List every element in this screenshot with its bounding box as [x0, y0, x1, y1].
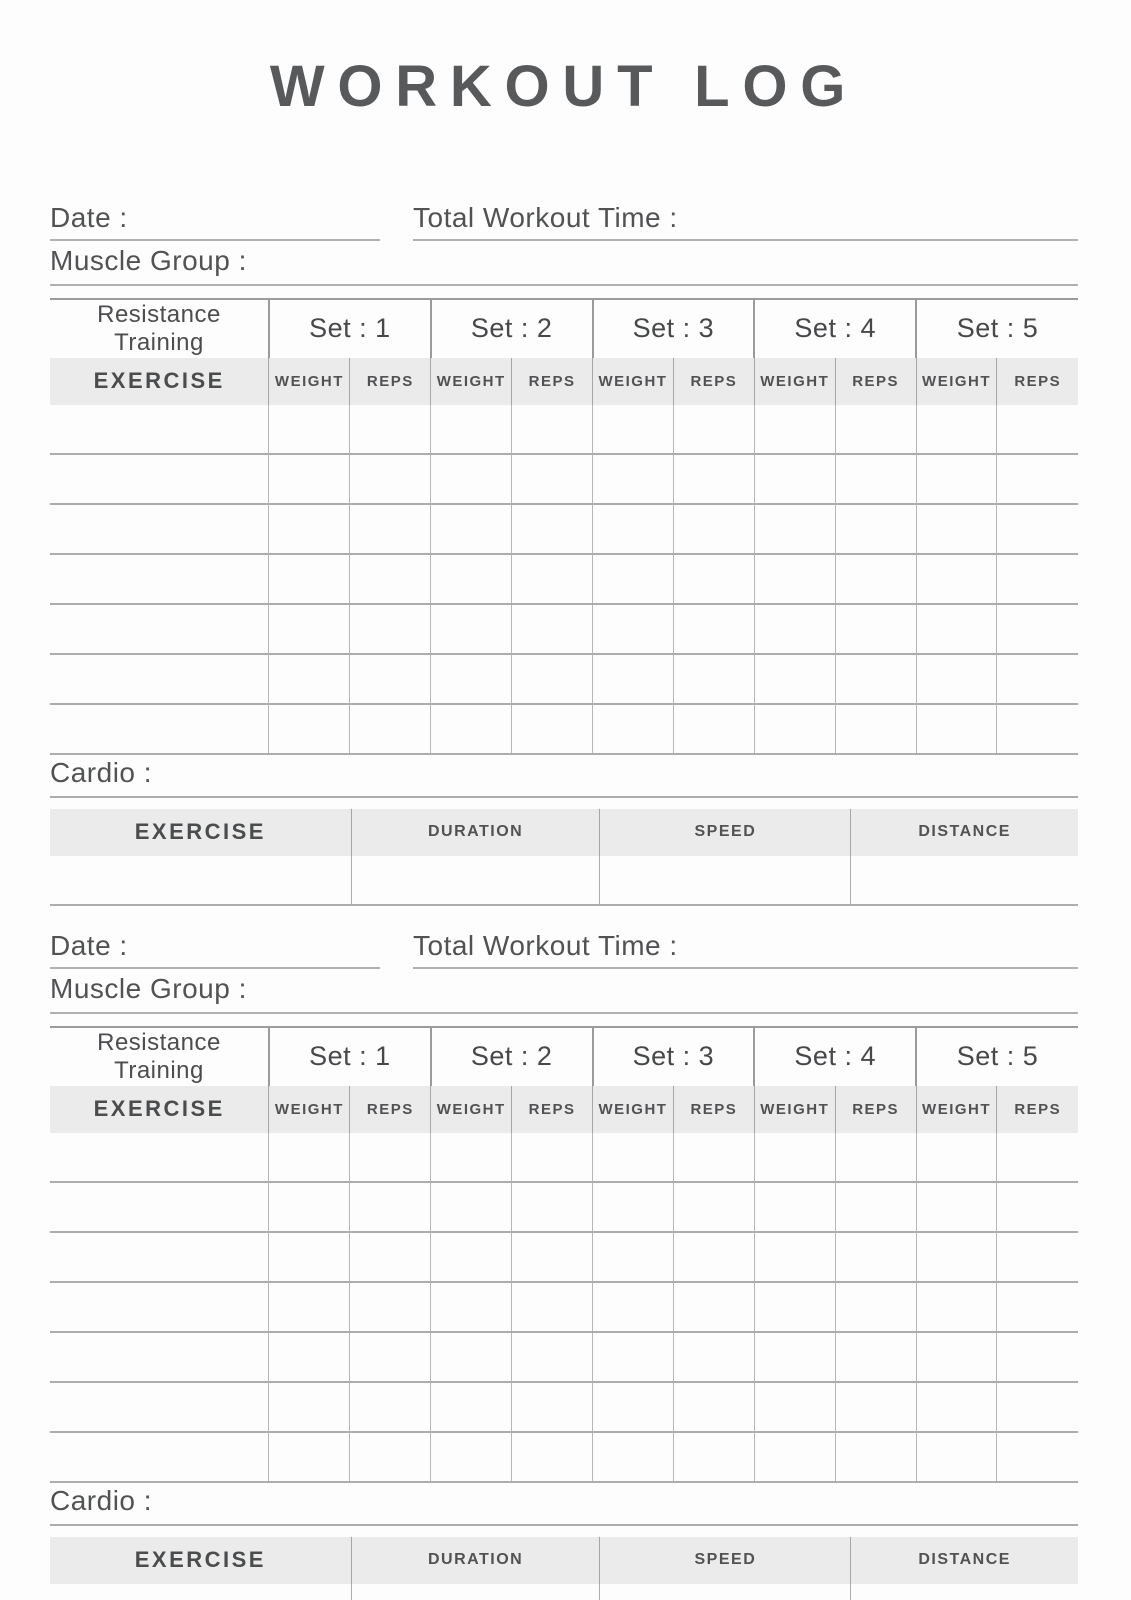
weight-cell — [754, 1182, 835, 1232]
reps-cell — [997, 1432, 1078, 1482]
exercise-row — [50, 554, 1078, 604]
exercise-cell — [50, 1182, 269, 1232]
reps-cell — [350, 1282, 431, 1332]
cardio-exercise-cell — [50, 1584, 351, 1600]
reps-cell — [997, 1332, 1078, 1382]
weight-cell — [593, 1282, 674, 1332]
weight-cell — [269, 504, 350, 554]
reps-cell — [835, 1382, 916, 1432]
set-4-header: Set : 4 — [754, 299, 916, 358]
cardio-distance-cell — [851, 856, 1078, 905]
cardio-duration-header: DURATION — [351, 809, 600, 856]
weight-cell — [593, 454, 674, 504]
reps-cell — [673, 1232, 754, 1282]
weight-cell — [593, 554, 674, 604]
reps-cell — [835, 1282, 916, 1332]
weight-cell — [593, 654, 674, 704]
reps-cell — [835, 554, 916, 604]
reps-cell — [673, 1382, 754, 1432]
reps-cell — [673, 405, 754, 454]
weight-cell — [269, 1133, 350, 1182]
weight-cell — [916, 1282, 997, 1332]
weight-column-header: WEIGHT — [593, 1086, 674, 1133]
exercise-row — [50, 1133, 1078, 1182]
weight-cell — [593, 1133, 674, 1182]
weight-cell — [916, 1432, 997, 1482]
weight-cell — [431, 1382, 512, 1432]
reps-column-header: REPS — [512, 1086, 593, 1133]
muscle-group-field — [50, 244, 1078, 286]
set-5-header: Set : 5 — [916, 1027, 1078, 1086]
weight-cell — [269, 1282, 350, 1332]
reps-cell — [997, 1133, 1078, 1182]
log-section-1 — [50, 201, 1078, 906]
weight-cell — [916, 654, 997, 704]
exercise-cell — [50, 1282, 269, 1332]
page-title: WORKOUT LOG — [269, 54, 859, 119]
reps-cell — [835, 1432, 916, 1482]
reps-cell — [673, 504, 754, 554]
weight-cell — [916, 1133, 997, 1182]
cardio-entry-row — [50, 856, 1078, 905]
exercise-cell — [50, 554, 269, 604]
resistance-training-header: Resistance Training — [97, 1028, 221, 1084]
exercise-row — [50, 1182, 1078, 1232]
reps-cell — [997, 454, 1078, 504]
weight-cell — [431, 1182, 512, 1232]
reps-cell — [512, 1432, 593, 1482]
muscle-group-label: Muscle Group : — [50, 972, 247, 1004]
reps-column-header: REPS — [997, 1086, 1078, 1133]
weight-cell — [916, 1332, 997, 1382]
date-field — [50, 929, 380, 969]
muscle-group-field — [50, 972, 1078, 1014]
reps-cell — [997, 554, 1078, 604]
reps-cell — [350, 1182, 431, 1232]
exercise-cell — [50, 1382, 269, 1432]
weight-cell — [593, 1432, 674, 1482]
reps-cell — [350, 454, 431, 504]
weight-column-header: WEIGHT — [916, 358, 997, 405]
weight-cell — [754, 1432, 835, 1482]
reps-cell — [350, 1332, 431, 1382]
reps-cell — [350, 1133, 431, 1182]
reps-cell — [835, 704, 916, 754]
weight-cell — [754, 554, 835, 604]
weight-cell — [269, 654, 350, 704]
weight-cell — [916, 405, 997, 454]
reps-cell — [835, 1182, 916, 1232]
set-1-header: Set : 1 — [269, 1027, 431, 1086]
cardio-table — [50, 1537, 1078, 1600]
weight-cell — [431, 604, 512, 654]
date-label: Date : — [50, 201, 128, 233]
weight-cell — [754, 1232, 835, 1282]
reps-cell — [835, 1232, 916, 1282]
reps-cell — [835, 654, 916, 704]
reps-cell — [512, 1182, 593, 1232]
reps-cell — [512, 405, 593, 454]
weight-cell — [593, 1332, 674, 1382]
cardio-table — [50, 809, 1078, 906]
reps-cell — [512, 1133, 593, 1182]
cardio-duration-cell — [351, 856, 600, 905]
date-time-row — [50, 929, 1078, 969]
cardio-exercise-header: EXERCISE — [50, 809, 351, 856]
set-3-header: Set : 3 — [593, 1027, 755, 1086]
exercise-column-header: EXERCISE — [50, 1086, 269, 1133]
reps-column-header: REPS — [835, 358, 916, 405]
reps-cell — [512, 654, 593, 704]
exercise-row — [50, 654, 1078, 704]
reps-column-header: REPS — [835, 1086, 916, 1133]
reps-cell — [835, 1332, 916, 1382]
weight-cell — [593, 504, 674, 554]
weight-cell — [431, 1282, 512, 1332]
weight-cell — [916, 554, 997, 604]
reps-cell — [673, 1182, 754, 1232]
cardio-duration-header: DURATION — [351, 1537, 600, 1584]
muscle-group-label: Muscle Group : — [50, 244, 247, 276]
weight-cell — [593, 704, 674, 754]
reps-cell — [835, 405, 916, 454]
exercise-cell — [50, 704, 269, 754]
weight-cell — [431, 1133, 512, 1182]
weight-column-header: WEIGHT — [593, 358, 674, 405]
reps-cell — [350, 1232, 431, 1282]
resistance-table — [50, 1026, 1078, 1483]
exercise-row — [50, 405, 1078, 454]
weight-column-header: WEIGHT — [269, 1086, 350, 1133]
resistance-training-header: Resistance Training — [97, 300, 221, 356]
weight-cell — [593, 604, 674, 654]
reps-cell — [512, 454, 593, 504]
exercise-row — [50, 1432, 1078, 1482]
cardio-label: Cardio : — [50, 1484, 153, 1516]
reps-cell — [997, 405, 1078, 454]
weight-cell — [269, 454, 350, 504]
weight-cell — [916, 604, 997, 654]
reps-cell — [673, 554, 754, 604]
date-field — [50, 201, 380, 241]
cardio-exercise-cell — [50, 856, 351, 905]
exercise-cell — [50, 654, 269, 704]
exercise-cell — [50, 504, 269, 554]
weight-cell — [916, 504, 997, 554]
reps-cell — [835, 454, 916, 504]
weight-cell — [269, 1232, 350, 1282]
set-4-header: Set : 4 — [754, 1027, 916, 1086]
reps-cell — [997, 704, 1078, 754]
cardio-speed-cell — [600, 1584, 851, 1600]
reps-cell — [673, 454, 754, 504]
weight-cell — [431, 454, 512, 504]
reps-column-header: REPS — [673, 358, 754, 405]
weight-cell — [916, 1232, 997, 1282]
cardio-header-row — [50, 809, 1078, 856]
weight-column-header: WEIGHT — [431, 1086, 512, 1133]
reps-cell — [350, 654, 431, 704]
weight-cell — [269, 1382, 350, 1432]
cardio-label: Cardio : — [50, 756, 153, 788]
exercise-row — [50, 1232, 1078, 1282]
cardio-distance-header: DISTANCE — [851, 1537, 1078, 1584]
cardio-field — [50, 756, 1078, 798]
reps-cell — [350, 554, 431, 604]
weight-cell — [754, 504, 835, 554]
column-header-row — [50, 1086, 1078, 1133]
reps-cell — [673, 1332, 754, 1382]
resistance-table — [50, 298, 1078, 755]
cardio-distance-cell — [851, 1584, 1078, 1600]
exercise-cell — [50, 405, 269, 454]
reps-cell — [512, 604, 593, 654]
weight-cell — [916, 454, 997, 504]
exercise-cell — [50, 1232, 269, 1282]
weight-cell — [269, 704, 350, 754]
weight-cell — [269, 1332, 350, 1382]
weight-cell — [269, 405, 350, 454]
set-5-header: Set : 5 — [916, 299, 1078, 358]
exercise-cell — [50, 604, 269, 654]
exercise-row — [50, 1382, 1078, 1432]
reps-cell — [673, 604, 754, 654]
weight-cell — [431, 554, 512, 604]
weight-cell — [431, 504, 512, 554]
set-header-row — [50, 1027, 1078, 1086]
weight-cell — [269, 1432, 350, 1482]
reps-cell — [997, 1232, 1078, 1282]
exercise-cell — [50, 454, 269, 504]
cardio-distance-header: DISTANCE — [851, 809, 1078, 856]
weight-column-header: WEIGHT — [269, 358, 350, 405]
reps-cell — [835, 504, 916, 554]
cardio-exercise-header: EXERCISE — [50, 1537, 351, 1584]
reps-column-header: REPS — [512, 358, 593, 405]
cardio-field — [50, 1484, 1078, 1526]
weight-cell — [916, 1382, 997, 1432]
date-label: Date : — [50, 929, 128, 961]
set-3-header: Set : 3 — [593, 299, 755, 358]
weight-cell — [269, 554, 350, 604]
weight-cell — [431, 405, 512, 454]
reps-cell — [512, 504, 593, 554]
reps-cell — [512, 1282, 593, 1332]
exercise-cell — [50, 1432, 269, 1482]
weight-cell — [431, 1432, 512, 1482]
weight-cell — [431, 704, 512, 754]
reps-cell — [673, 1432, 754, 1482]
reps-cell — [997, 1382, 1078, 1432]
weight-cell — [754, 405, 835, 454]
reps-column-header: REPS — [997, 358, 1078, 405]
cardio-duration-cell — [351, 1584, 600, 1600]
reps-cell — [997, 654, 1078, 704]
reps-cell — [673, 1282, 754, 1332]
cardio-entry-row — [50, 1584, 1078, 1600]
cardio-speed-cell — [600, 856, 851, 905]
weight-cell — [916, 704, 997, 754]
weight-column-header: WEIGHT — [754, 358, 835, 405]
set-2-header: Set : 2 — [431, 299, 593, 358]
weight-cell — [593, 1182, 674, 1232]
reps-cell — [997, 604, 1078, 654]
weight-cell — [754, 1133, 835, 1182]
exercise-row — [50, 1282, 1078, 1332]
weight-cell — [754, 654, 835, 704]
reps-cell — [512, 1232, 593, 1282]
set-1-header: Set : 1 — [269, 299, 431, 358]
cardio-speed-header: SPEED — [600, 809, 851, 856]
log-section-2 — [50, 929, 1078, 1600]
weight-cell — [754, 604, 835, 654]
weight-column-header: WEIGHT — [431, 358, 512, 405]
exercise-row — [50, 1332, 1078, 1382]
weight-cell — [754, 1332, 835, 1382]
weight-cell — [431, 1332, 512, 1382]
exercise-cell — [50, 1133, 269, 1182]
total-workout-time-label: Total Workout Time : — [413, 929, 678, 961]
reps-cell — [512, 704, 593, 754]
reps-column-header: REPS — [350, 358, 431, 405]
weight-cell — [754, 704, 835, 754]
exercise-column-header: EXERCISE — [50, 358, 269, 405]
reps-cell — [512, 1382, 593, 1432]
reps-cell — [997, 1182, 1078, 1232]
reps-cell — [512, 554, 593, 604]
weight-cell — [593, 1382, 674, 1432]
total-workout-time-field — [413, 929, 1078, 969]
weight-cell — [269, 604, 350, 654]
weight-cell — [431, 654, 512, 704]
reps-cell — [835, 604, 916, 654]
reps-column-header: REPS — [350, 1086, 431, 1133]
exercise-row — [50, 504, 1078, 554]
cardio-speed-header: SPEED — [600, 1537, 851, 1584]
reps-cell — [350, 405, 431, 454]
weight-column-header: WEIGHT — [754, 1086, 835, 1133]
reps-cell — [997, 1282, 1078, 1332]
reps-cell — [350, 504, 431, 554]
reps-cell — [673, 654, 754, 704]
column-header-row — [50, 358, 1078, 405]
reps-cell — [673, 1133, 754, 1182]
weight-cell — [431, 1232, 512, 1282]
weight-cell — [269, 1182, 350, 1232]
reps-cell — [835, 1133, 916, 1182]
set-2-header: Set : 2 — [431, 1027, 593, 1086]
exercise-row — [50, 704, 1078, 754]
weight-cell — [593, 1232, 674, 1282]
reps-cell — [350, 604, 431, 654]
exercise-row — [50, 454, 1078, 504]
exercise-cell — [50, 1332, 269, 1382]
total-workout-time-field — [413, 201, 1078, 241]
cardio-header-row — [50, 1537, 1078, 1584]
weight-cell — [754, 454, 835, 504]
weight-cell — [593, 405, 674, 454]
reps-cell — [997, 504, 1078, 554]
set-header-row — [50, 299, 1078, 358]
reps-cell — [512, 1332, 593, 1382]
weight-cell — [754, 1382, 835, 1432]
weight-column-header: WEIGHT — [916, 1086, 997, 1133]
reps-cell — [350, 1382, 431, 1432]
exercise-row — [50, 604, 1078, 654]
date-time-row — [50, 201, 1078, 241]
reps-column-header: REPS — [673, 1086, 754, 1133]
reps-cell — [350, 704, 431, 754]
weight-cell — [916, 1182, 997, 1232]
reps-cell — [350, 1432, 431, 1482]
weight-cell — [754, 1282, 835, 1332]
total-workout-time-label: Total Workout Time : — [413, 201, 678, 233]
reps-cell — [673, 704, 754, 754]
